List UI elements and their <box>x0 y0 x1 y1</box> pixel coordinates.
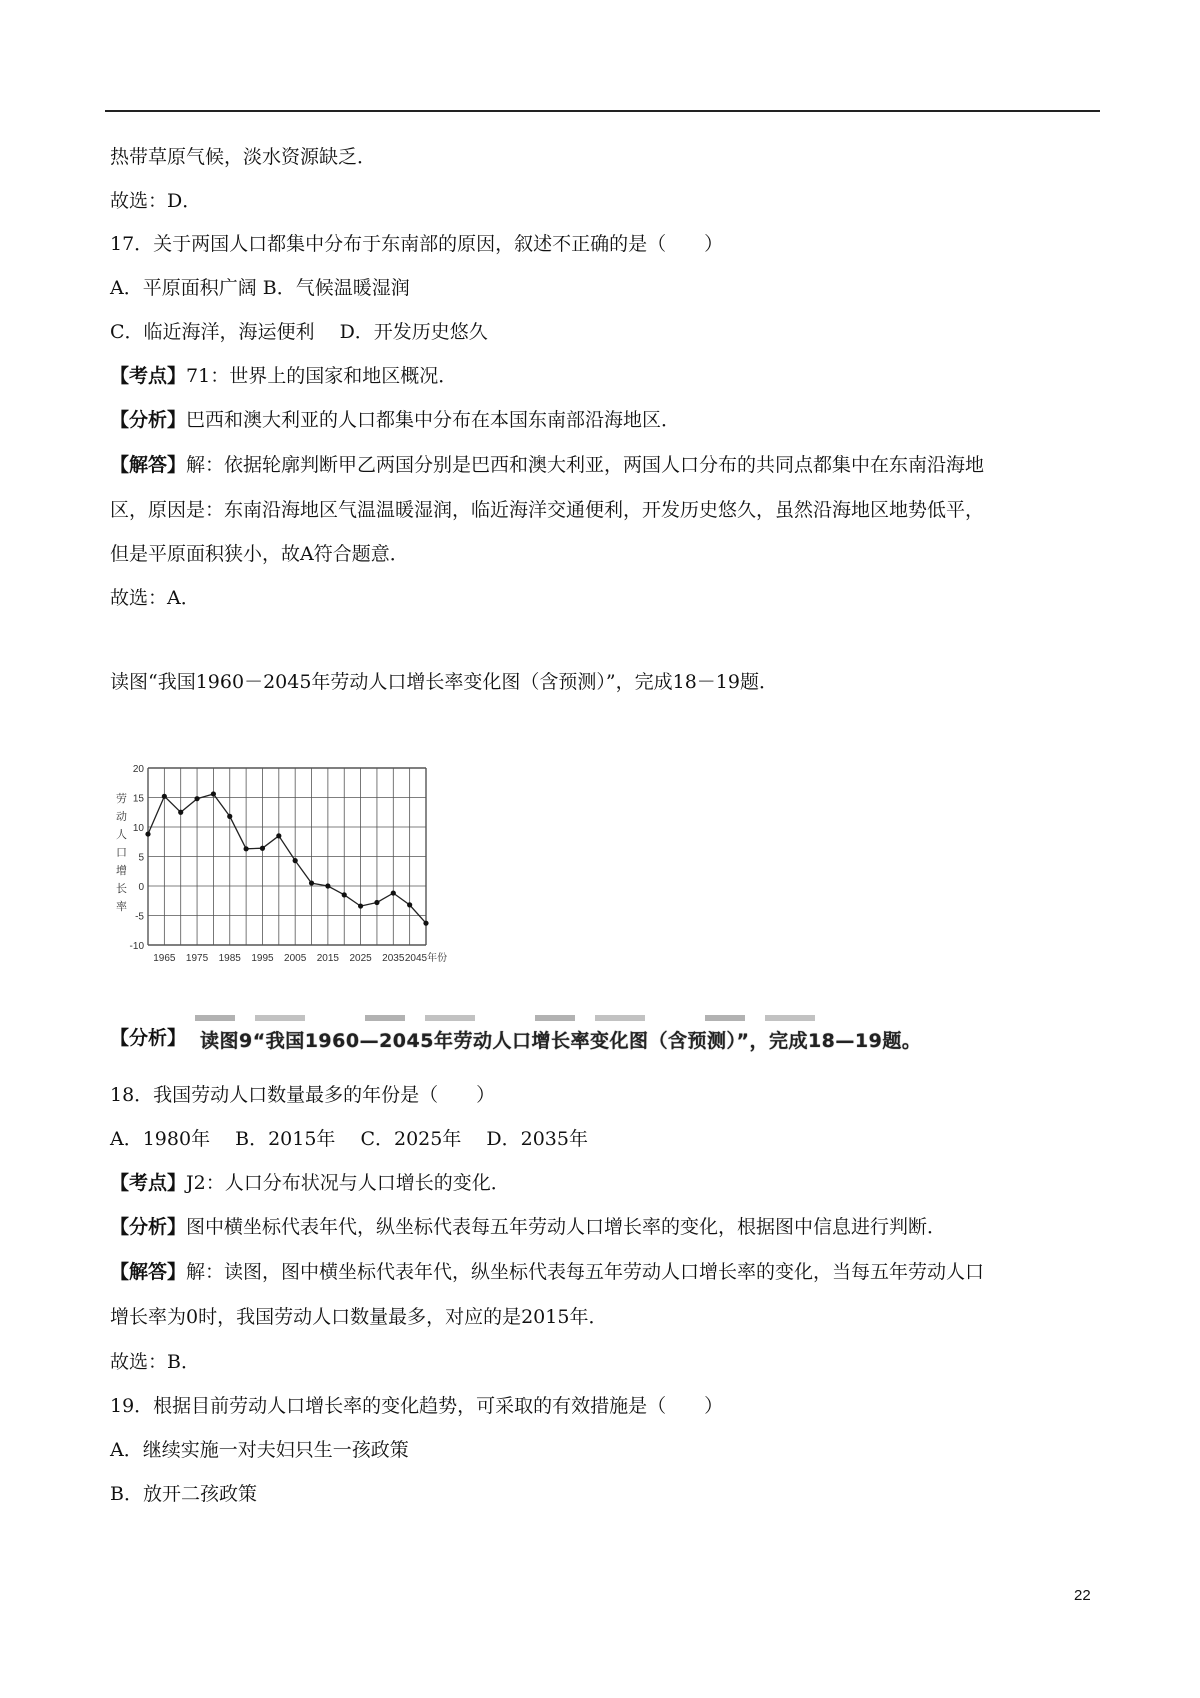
labor-growth-chart <box>108 760 490 985</box>
text-line: 热带草原气候，淡水资源缺乏． <box>110 146 377 168</box>
text-line: 区，原因是：东南沿海地区气温温暖湿润，临近海洋交通便利，开发历史悠久，虽然沿海地区地势低平， <box>110 499 985 521</box>
text-span: 图中横坐标代表年代，纵坐标代表每五年劳动人口增长率的变化，根据图中信息进行判断． <box>186 1216 947 1238</box>
x-tick-label: 1995 <box>251 953 274 964</box>
x-tick-label: 2015 <box>316 953 340 964</box>
option-line: A．1980年 B．2015年 C．2025年 D．2035年 <box>110 1128 588 1150</box>
scanned-caption: 读图9“我国1960—2045年劳动人口增长率变化图（含预测）”，完成18—19题。 <box>200 1030 922 1052</box>
section-tag: 【解答】 <box>110 1261 187 1283</box>
data-point <box>194 796 199 801</box>
fenxi-line <box>110 408 680 432</box>
y-axis-label-char: 口 <box>116 846 127 859</box>
x-tick-label: 2045年份 <box>404 953 448 964</box>
kaodian-line <box>110 364 457 388</box>
y-tick-label: 15 <box>132 793 144 805</box>
y-tick-label: -5 <box>135 911 144 923</box>
y-axis-label-char: 长 <box>116 882 127 895</box>
y-axis-label-char: 率 <box>116 900 127 913</box>
x-tick-label: 2025 <box>349 953 372 964</box>
y-axis-label-char: 动 <box>116 810 127 823</box>
section-tag: 【分析】 <box>110 1216 187 1238</box>
data-point <box>407 902 412 907</box>
data-point <box>423 921 428 926</box>
option-line: B．放开二孩政策 <box>110 1483 257 1505</box>
text-span: J2：人口分布状况与人口增长的变化． <box>186 1172 510 1194</box>
text-span: 71：世界上的国家和地区概况． <box>186 365 458 387</box>
jieda-line <box>110 1260 984 1284</box>
x-tick-label: 1985 <box>218 953 241 964</box>
data-point <box>391 890 396 895</box>
text-line: 但是平原面积狭小，故A符合题意． <box>110 543 409 565</box>
text-span: 解：依据轮廓判断甲乙两国分别是巴西和澳大利亚，两国人口分布的共同点都集中在东南沿海地 <box>186 454 985 476</box>
fenxi-line <box>110 1215 946 1239</box>
data-point <box>342 892 347 897</box>
text-span: 巴西和澳大利亚的人口都集中分布在本国东南部沿海地区． <box>186 409 681 431</box>
data-point <box>293 858 298 863</box>
data-point <box>178 810 183 815</box>
y-tick-label: 0 <box>138 882 144 893</box>
data-point <box>260 846 265 851</box>
section-tag: 【考点】 <box>110 1172 187 1194</box>
question-19: 19．根据目前劳动人口增长率的变化趋势，可采取的有效措施是（ ） <box>110 1395 724 1417</box>
chart-intro: 读图“我国1960－2045年劳动人口增长率变化图（含预测）”，完成18－19题． <box>110 671 778 693</box>
fenxi-scan-line <box>110 1026 186 1050</box>
question-17: 17．关于两国人口都集中分布于东南部的原因，叙述不正确的是（ ） <box>110 233 724 255</box>
section-tag: 【解答】 <box>110 454 187 476</box>
data-point <box>211 791 216 796</box>
text-line: 故选：B． <box>110 1351 200 1373</box>
page-number: 22 <box>1074 1587 1091 1604</box>
data-point <box>309 880 314 885</box>
option-line: A．继续实施一对夫妇只生一孩政策 <box>110 1439 409 1461</box>
y-tick-label: 10 <box>132 823 144 834</box>
text-line: 故选：D． <box>110 190 202 212</box>
section-tag: 【分析】 <box>110 409 187 431</box>
data-point <box>325 883 330 888</box>
y-tick-label: 5 <box>138 852 144 864</box>
x-tick-label: 2005 <box>284 953 307 964</box>
question-18: 18．我国劳动人口数量最多的年份是（ ） <box>110 1084 496 1106</box>
kaodian-line <box>110 1171 510 1195</box>
option-line: C．临近海洋，海运便利 D．开发历史悠久 <box>110 321 488 343</box>
series-line <box>148 794 426 923</box>
data-point <box>358 903 363 908</box>
data-point <box>276 833 281 838</box>
section-tag: 【分析】 <box>110 1027 187 1049</box>
data-point <box>244 846 249 851</box>
x-tick-label: 1975 <box>185 953 209 964</box>
y-axis-label-char: 人 <box>116 828 127 841</box>
chart-svg <box>108 760 490 985</box>
header-rule <box>105 110 1100 112</box>
text-line: 故选：A． <box>110 587 200 609</box>
y-axis-label-char: 增 <box>116 864 127 877</box>
y-tick-label: 20 <box>132 764 144 775</box>
y-axis-label-char: 劳 <box>116 792 127 805</box>
option-line: A．平原面积广阔 B．气候温暖湿润 <box>110 277 410 299</box>
text-line: 增长率为0时，我国劳动人口数量最多，对应的是2015年． <box>110 1306 608 1328</box>
data-point <box>227 814 232 819</box>
text-span: 解：读图，图中横坐标代表年代，纵坐标代表每五年劳动人口增长率的变化，当每五年劳动人口 <box>186 1261 985 1283</box>
y-tick-label: -10 <box>129 941 144 952</box>
data-point <box>162 794 167 799</box>
x-tick-label: 1965 <box>153 953 176 964</box>
data-point <box>145 831 150 836</box>
section-tag: 【考点】 <box>110 365 187 387</box>
scan-artifact <box>195 1015 840 1021</box>
jieda-line <box>110 453 984 477</box>
x-tick-label: 2035 <box>382 953 405 964</box>
data-point <box>374 900 379 905</box>
